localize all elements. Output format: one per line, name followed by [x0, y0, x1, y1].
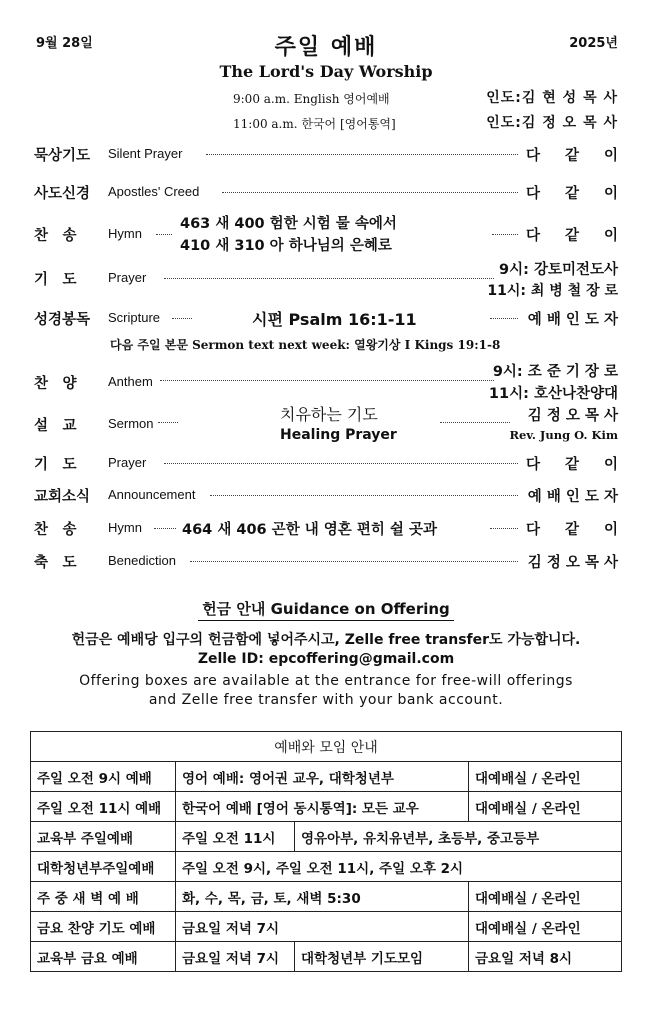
item-korean: 성경봉독 [34, 312, 91, 328]
item-responsible: 다 같 이 [526, 228, 618, 244]
item-korean: 기 도 [34, 457, 77, 473]
page-title-english: The Lord's Day Worship [219, 62, 433, 81]
table-row [31, 882, 622, 912]
dot-leader [490, 318, 518, 319]
scripture-reference: 시편 Psalm 16:1-11 [252, 310, 417, 329]
order-row-anthem [30, 360, 622, 402]
order-row-prayer-1 [30, 258, 622, 300]
order-row-benediction [30, 551, 622, 573]
table-cell: 영어 예배: 영어권 교우, 대학청년부 [176, 762, 469, 792]
table-cell: 대학청년부주일예배 [31, 852, 176, 882]
item-korean: 사도신경 [34, 186, 91, 202]
dot-leader [440, 422, 510, 423]
item-english: Silent Prayer [108, 146, 183, 161]
item-responsible: 예 배 인 도 자 [527, 312, 618, 328]
sermon-title-korean: 치유하는 기도 [280, 405, 378, 424]
dot-leader [490, 528, 518, 529]
table-cell: 대예배실 / 온라인 [469, 792, 622, 822]
anthem-9am: 9시: 조 준 기 장 로 [492, 364, 618, 380]
dot-leader [158, 422, 178, 423]
dot-leader [172, 318, 192, 319]
item-korean: 찬 양 [34, 376, 77, 392]
item-korean: 묵상기도 [34, 148, 91, 164]
offering-heading [0, 598, 652, 619]
table-cell: 금요 찬양 기도 예배 [31, 912, 176, 942]
sermon-title-english: Healing Prayer [280, 427, 397, 443]
item-korean: 찬 송 [34, 228, 77, 244]
item-english: Prayer [108, 270, 147, 285]
table-cell: 대예배실 / 온라인 [469, 762, 622, 792]
table-cell: 주일 오전 9시, 주일 오전 11시, 주일 오후 2시 [176, 852, 622, 882]
table-cell: 영유아부, 유치유년부, 초등부, 중고등부 [295, 822, 622, 852]
table-cell: 금요일 저녁 7시 [176, 912, 469, 942]
table-cell: 주 중 새 벽 예 배 [31, 882, 176, 912]
service-time-11am: 11:00 a.m. 한국어 [영어통역] [233, 117, 396, 131]
item-responsible: 다 같 이 [526, 186, 618, 202]
table-row [31, 852, 622, 882]
table-cell: 화, 수, 목, 금, 토, 새벽 5:30 [176, 882, 469, 912]
order-row-announcement [30, 485, 622, 507]
item-responsible: 다 같 이 [526, 148, 618, 164]
service-time-9am: 9:00 a.m. English 영어예배 [233, 92, 390, 106]
item-english: Anthem [108, 374, 153, 389]
table-cell: 한국어 예배 [영어 동시통역]: 모든 교우 [176, 792, 469, 822]
table-cell: 대학청년부 기도모임 [295, 942, 469, 972]
table-cell: 금요일 저녁 7시 [176, 942, 295, 972]
item-responsible: 예 배 인 도 자 [527, 489, 618, 505]
dot-leader [164, 278, 494, 279]
order-row-sermon [30, 402, 622, 446]
service-leader-9am: 인도:김 현 성 목 사 [486, 90, 618, 106]
item-english: Hymn [108, 520, 142, 535]
item-english: Scripture [108, 310, 161, 325]
service-year: 2025년 [569, 36, 618, 51]
table-cell: 대예배실 / 온라인 [469, 882, 622, 912]
order-row-prayer-2 [30, 453, 622, 475]
item-english: Sermon [108, 416, 154, 431]
service-leader-11am: 인도:김 정 오 목 사 [486, 115, 618, 131]
offering-zelle-id: Zelle ID: epcoffering@gmail.com [197, 651, 455, 667]
hymn-line-1: 463 새 400 험한 시험 물 속에서 [180, 216, 397, 232]
dot-leader [222, 192, 518, 193]
schedule-table [30, 731, 622, 972]
schedule-title: 예배와 모임 안내 [31, 732, 622, 762]
item-korean: 기 도 [34, 272, 77, 288]
table-row [31, 762, 622, 792]
dot-leader [164, 463, 518, 464]
offering-title: 헌금 안내 Guidance on Offering [198, 600, 454, 621]
table-cell: 주일 오전 11시 [176, 822, 295, 852]
table-row [31, 942, 622, 972]
page-title-korean: 주일 예배 [274, 35, 378, 60]
table-cell: 대예배실 / 온라인 [469, 912, 622, 942]
item-english: Announcement [108, 487, 196, 502]
dot-leader [160, 380, 494, 381]
table-cell: 교육부 금요 예배 [31, 942, 176, 972]
prayer-leader-11am: 11시: 최 병 철 장 로 [487, 283, 618, 299]
dot-leader [206, 154, 518, 155]
table-row [31, 792, 622, 822]
preacher-korean: 김 정 오 목 사 [527, 408, 618, 424]
order-row-silent-prayer [30, 144, 622, 166]
table-row [31, 822, 622, 852]
item-korean: 교회소식 [34, 489, 91, 505]
dot-leader [492, 234, 518, 235]
hymn-line-2: 410 새 310 아 하나님의 은혜로 [180, 238, 392, 254]
dot-leader [210, 495, 518, 496]
order-row-hymn-2 [30, 518, 622, 540]
dot-leader [190, 561, 518, 562]
table-cell: 금요일 저녁 8시 [469, 942, 622, 972]
item-english: Benediction [108, 553, 176, 568]
item-english: Prayer [108, 455, 147, 470]
service-date: 9월 28일 [36, 36, 93, 51]
table-row [31, 732, 622, 762]
item-responsible: 다 같 이 [526, 522, 618, 538]
order-row-scripture [30, 308, 622, 330]
item-korean: 설 교 [34, 418, 77, 434]
item-responsible: 김 정 오 목 사 [527, 555, 618, 571]
item-responsible: 다 같 이 [526, 457, 618, 473]
item-korean: 찬 송 [34, 522, 77, 538]
item-english: Hymn [108, 226, 142, 241]
item-english: Apostles' Creed [108, 184, 200, 199]
offering-line-korean: 헌금은 예배당 입구의 헌금함에 넣어주시고, Zelle free transfer도 가능합니다. [71, 632, 581, 648]
offering-line-english-1: Offering boxes are available at the entrance for free-will offerings [79, 673, 573, 689]
hymn-2-text: 464 새 406 곤한 내 영혼 편히 쉴 곳과 [182, 522, 437, 538]
order-row-hymn-1 [30, 212, 622, 256]
table-cell: 주일 오전 9시 예배 [31, 762, 176, 792]
order-row-creed [30, 182, 622, 204]
table-cell: 주일 오전 11시 예배 [31, 792, 176, 822]
preacher-english: Rev. Jung O. Kim [509, 428, 618, 442]
prayer-leader-9am: 9시: 강토미전도사 [499, 262, 618, 278]
table-row [31, 912, 622, 942]
item-korean: 축 도 [34, 555, 77, 571]
dot-leader [156, 234, 172, 235]
dot-leader [154, 528, 176, 529]
anthem-11am: 11시: 호산나찬양대 [488, 386, 618, 402]
next-week-text: 다음 주일 본문 Sermon text next week: 열왕기상 I Kings 19:1-8 [110, 338, 501, 352]
offering-line-english-2: and Zelle free transfer with your bank account. [148, 692, 504, 708]
table-cell: 교육부 주일예배 [31, 822, 176, 852]
